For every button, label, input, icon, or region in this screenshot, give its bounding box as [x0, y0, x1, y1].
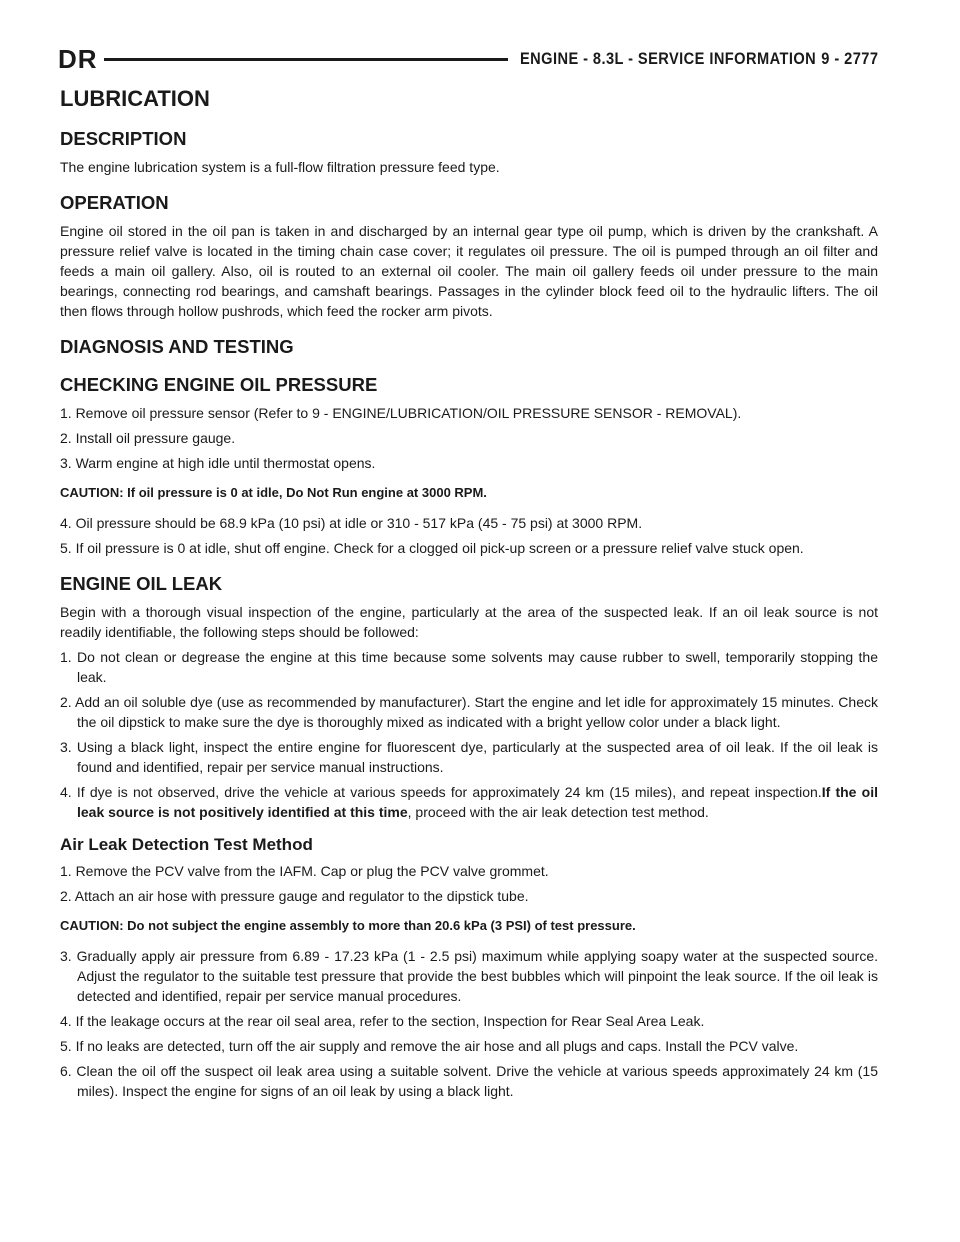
page-content: [60, 84, 878, 1106]
list-item: 6. Clean the oil off the suspect oil leak area using a suitable solvent. Drive the vehicle at various speeds approximately 24 km (15 miles). Inspect the engine for signs of an oil leak by using a black light.: [60, 1063, 878, 1099]
oil-leak-intro: Begin with a thorough visual inspection of the engine, particularly at the area of the suspected leak. If an oil leak source is not readily identifiable, the following steps should be followed:: [60, 604, 878, 640]
list-item: 1. Do not clean or degrease the engine at this time because some solvents may cause rubber to swell, temporarily stopping the leak.: [60, 649, 878, 685]
list-item: 1. Remove the PCV valve from the IAFM. Cap or plug the PCV valve grommet.: [60, 863, 549, 879]
description-heading: DESCRIPTION: [60, 128, 187, 149]
header-page-number: 9 - 2777: [820, 49, 878, 68]
oil-pressure-caution: CAUTION: If oil pressure is 0 at idle, Do Not Run engine at 3000 RPM.: [60, 485, 487, 500]
list-item: 3. Warm engine at high idle until thermostat opens.: [60, 455, 376, 471]
header-rule: [104, 58, 508, 61]
list-item: 3. Using a black light, inspect the entire engine for fluorescent dye, particularly at the suspected area of oil leak. If the oil leak is found and identified, repair per service manual instructions.: [60, 739, 878, 775]
step-emphasis: If the oil leak source is not positively identified at this time: [77, 784, 878, 820]
header-title: ENGINE - 8.3L - SERVICE INFORMATION: [520, 49, 817, 68]
diagnosis-heading: DIAGNOSIS AND TESTING: [60, 336, 294, 357]
air-leak-steps-continued: [60, 946, 878, 1101]
list-item: 2. Add an oil soluble dye (use as recommended by manufacturer). Start the engine and let idle for approximately 15 minutes. Check the oil dipstick to make sure the dye is thoroughly mixed as indicated with a bright yellow color under a black light.: [60, 694, 878, 730]
page-title: LUBRICATION: [60, 86, 210, 111]
oil-pressure-steps-continued: [60, 513, 878, 558]
oil-leak-heading: ENGINE OIL LEAK: [60, 573, 223, 594]
oil-pressure-steps: [60, 403, 878, 473]
list-item: [60, 782, 878, 822]
list-item: 3. Gradually apply air pressure from 6.89 - 17.23 kPa (1 - 2.5 psi) maximum while applying soapy water at the suspected source. Adjust the regulator to the suitable test pressure that provide the best bubbles which will pinpoint the leak source. If the oil leak is detected and identified, repair per service manual procedures.: [60, 948, 878, 1004]
air-leak-steps: [60, 861, 878, 906]
list-item: 2. Attach an air hose with pressure gauge and regulator to the dipstick tube.: [60, 888, 529, 904]
header-section-code: DR: [58, 44, 98, 74]
operation-heading: OPERATION: [60, 192, 169, 213]
air-leak-caution: CAUTION: Do not subject the engine assembly to more than 20.6 kPa (3 PSI) of test pressure.: [60, 918, 636, 933]
oil-pressure-heading: CHECKING ENGINE OIL PRESSURE: [60, 374, 378, 395]
oil-leak-steps: [60, 647, 878, 822]
page-header: [58, 44, 878, 74]
step-text: , proceed with the air leak detection test method.: [407, 804, 709, 820]
list-item: 4. If the leakage occurs at the rear oil seal area, refer to the section, Inspection for Rear Seal Area Leak.: [60, 1013, 705, 1029]
operation-text: Engine oil stored in the oil pan is taken in and discharged by an internal gear type oil pump, which is driven by the crankshaft. A pressure relief valve is located in the timing chain case cover; it regulates oil pressure. The oil is pumped through an oil filter and feeds a main oil gallery. Also, oil is routed to an external oil cooler. The main oil gallery feeds oil under pressure to the main bearings, connecting rod bearings, and camshaft bearings. Passages in the cylinder block feed oil to the hydraulic lifters. The oil then flows through hollow pushrods, which feed the rocker arm pivots.: [60, 223, 878, 319]
list-item: 2. Install oil pressure gauge.: [60, 430, 236, 446]
description-text: The engine lubrication system is a full-flow filtration pressure feed type.: [60, 159, 500, 175]
step-text: 4. If dye is not observed, drive the vehicle at various speeds for approximately 24 km (15 miles), and repeat inspection.: [60, 784, 822, 800]
list-item: 5. If no leaks are detected, turn off the air supply and remove the air hose and all plugs and caps. Install the PCV valve.: [60, 1038, 799, 1054]
list-item: 5. If oil pressure is 0 at idle, shut off engine. Check for a clogged oil pick-up screen or a pressure relief valve stuck open.: [60, 540, 804, 556]
list-item: 4. Oil pressure should be 68.9 kPa (10 psi) at idle or 310 - 517 kPa (45 - 75 psi) at 3000 RPM.: [60, 515, 643, 531]
air-leak-heading: Air Leak Detection Test Method: [60, 835, 313, 854]
list-item: 1. Remove oil pressure sensor (Refer to 9 - ENGINE/LUBRICATION/OIL PRESSURE SENSOR - REMOVAL).: [60, 405, 742, 421]
